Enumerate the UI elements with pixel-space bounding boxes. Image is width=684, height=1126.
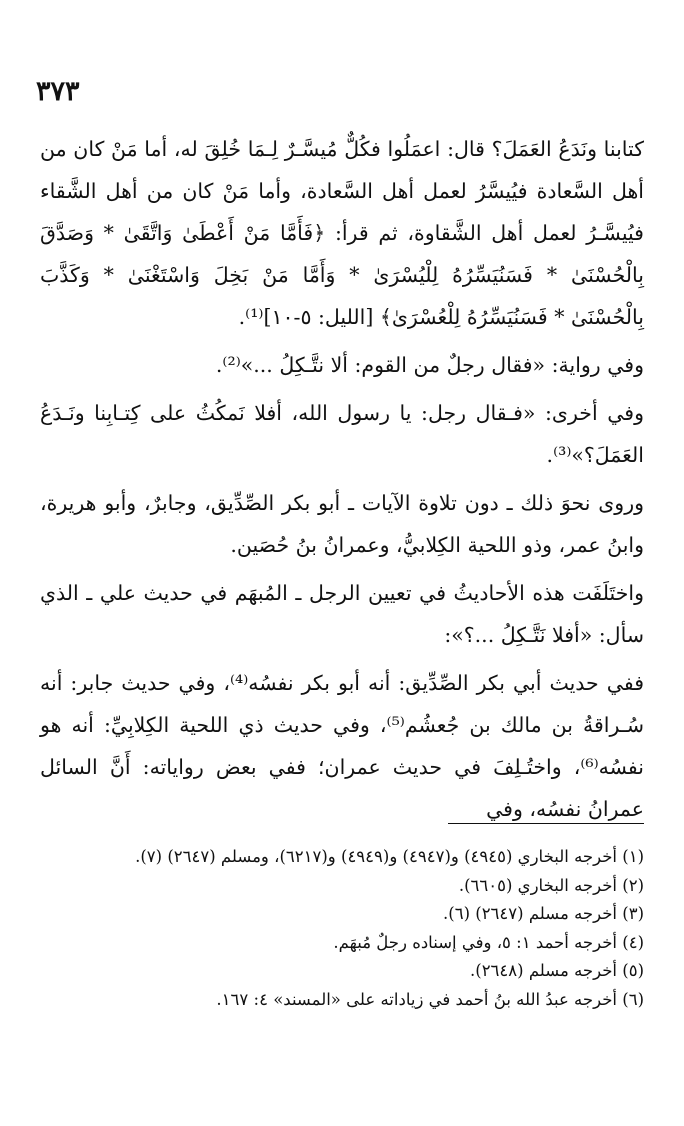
paragraph-4: وروى نحوَ ذلك ـ دون تلاوة الآيات ـ أبو بكر الصِّدِّيق، وجابرٌ، وأبو هريرة، وابنُ عمر، وذو اللحية الكِلابيُّ، وعمرانُ بنُ حُصَين.	[40, 491, 644, 557]
paragraph-5: واختَلَفَت هذه الأحاديثُ في تعيين الرجل ـ المُبهَم في حديث علي ـ الذي سأل: «أفلا نَتَّـكِلُ ...؟»:	[40, 581, 644, 647]
paragraph-2: وفي رواية: «فقال رجلٌ من القوم: ألا نتَّـكِلُ ...»⁽²⁾.	[215, 353, 644, 377]
footnote-separator	[448, 823, 644, 824]
paragraph-1: كتابنا ونَدَعُ العَمَلَ؟ قال: اعمَلُوا فكُلٌّ مُيسَّـرٌ لِـمَا خُلِقَ له، أما مَنْ كان من أهل السَّعادة فيُيسَّرُ لعمل أهل السَّعادة، وأما مَنْ كان من أهل الشَّقاء فيُيسَّـرُ لعمل أهل الشَّقاوة، ثم قرأ: ﴿فَأَمَّا مَنْ أَعْطَىٰ وَاتَّقَىٰ * وَصَدَّقَ بِالْحُسْنَىٰ * فَسَنُيَسِّرُهُ لِلْيُسْرَىٰ * وَأَمَّا مَنْ بَخِلَ وَاسْتَغْنَىٰ * وَكَذَّبَ بِالْحُسْنَىٰ * فَسَنُيَسِّرُهُ لِلْعُسْرَىٰ﴾ [الليل: ٥-١٠]⁽¹⁾.	[40, 137, 644, 329]
footnote-5: (٥) أخرجه مسلم (٢٦٤٨).	[470, 961, 644, 980]
main-text	[40, 128, 644, 836]
footnotes	[40, 843, 644, 1014]
footnote-1: (١) أخرجه البخاري (٤٩٤٥) و(٤٩٤٧) و(٤٩٤٩) و(٦٢١٧)، ومسلم (٢٦٤٧) (٧).	[135, 847, 644, 866]
page-number: ٣٧٣	[36, 76, 80, 107]
paragraph-3: وفي أخرى: «فـقال رجل: يا رسول الله، أفلا نَمكُثُ على كِتـابِنا ونَـدَعُ العَمَلَ؟»⁽³⁾.	[40, 401, 644, 467]
footnote-3: (٣) أخرجه مسلم (٢٦٤٧) (٦).	[443, 904, 644, 923]
footnote-6: (٦) أخرجه عبدُ الله بنُ أحمد في زياداته على «المسند» ٤: ١٦٧.	[216, 989, 644, 1009]
paragraph-6: ففي حديث أبي بكر الصِّدِّيق: أنه أبو بكر نفسُه⁽⁴⁾، وفي حديث جابر: أنه سُـراقةُ بن مالك بن جُعشُم⁽⁵⁾، وفي حديث ذي اللحية الكِلابِيِّ: أنه هو نفسُه⁽⁶⁾، واختُـلِفَ في حديث عمران؛ ففي بعض رواياته: أَنَّ السائل عمرانُ نفسُه، وفي	[40, 671, 644, 821]
footnote-2: (٢) أخرجه البخاري (٦٦٠٥).	[458, 875, 644, 895]
footnote-4: (٤) أخرجه أحمد ١: ٥، وفي إسناده رجلٌ مُبهَم.	[333, 932, 644, 952]
